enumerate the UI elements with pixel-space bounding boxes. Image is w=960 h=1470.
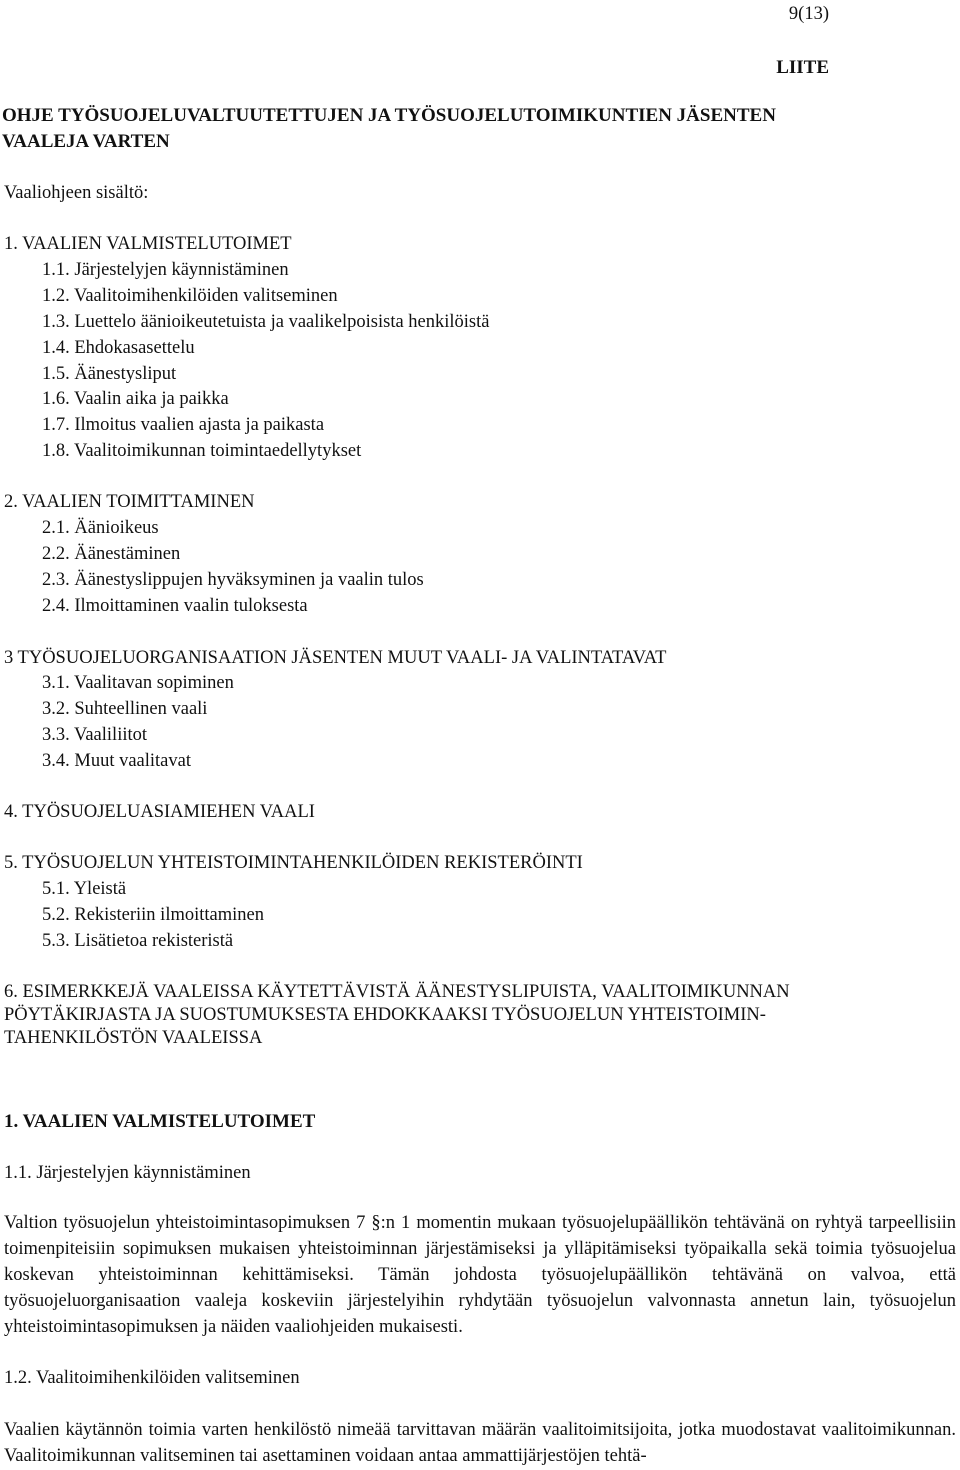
toc-item-1-4: 1.4. Ehdokasasettelu: [42, 338, 195, 358]
toc-item-2-4: 2.4. Ilmoittaminen vaalin tuloksesta: [42, 596, 308, 616]
toc-section-5: 5. TYÖSUOJELUN YHTEISTOIMINTAHENKILÖIDEN REKISTERÖINTI: [4, 853, 583, 873]
toc-item-1-1: 1.1. Järjestelyjen käynnistäminen: [42, 260, 289, 280]
page-number: 9(13): [788, 4, 829, 24]
toc-item-1-8: 1.8. Vaalitoimikunnan toimintaedellytykset: [42, 441, 362, 461]
toc-section-4: 4. TYÖSUOJELUASIAMIEHEN VAALI: [4, 802, 315, 822]
toc-item-3-2: 3.2. Suhteellinen vaali: [42, 699, 208, 719]
body-paragraph-1-1: Valtion työsuojelun yhteistoimintasopimuksen 7 §:n 1 momentin mukaan työsuojelupäällikön tehtävänä on ryhtyä tarpeellisiin toimenpiteisiin sopimuksen mukaisen yhteistoiminnan järjestämiseksi ja ylläpitämiseksi työpaikalla sekä toimia työsuojelua koskevan yhteistoiminnan kehittämiseksi. Tämän johdosta työsuojelupäällikön tehtävänä on valvoa, että työsuojeluorganisaation vaaleja koskeviin järjestelyihin ryhdytään työsuojelun valvonnasta annetun lain, työsuojelun yhteistoimintasopimuksen ja näiden vaaliohjeiden mukaisesti.: [4, 1213, 956, 1337]
toc-item-2-2: 2.2. Äänestäminen: [42, 544, 181, 564]
body-section-heading: 1. VAALIEN VALMISTELUTOIMET: [4, 1111, 316, 1132]
toc-item-2-3: 2.3. Äänestyslippujen hyväksyminen ja vaalin tulos: [42, 570, 424, 590]
body-subheading-1-1: 1.1. Järjestelyjen käynnistäminen: [4, 1163, 251, 1183]
toc-item-1-7: 1.7. Ilmoitus vaalien ajasta ja paikasta: [42, 415, 325, 435]
toc-item-3-3: 3.3. Vaaliliitot: [42, 725, 148, 745]
toc-heading: Vaaliohjeen sisältö:: [4, 183, 149, 203]
attachment-label: LIITE: [776, 57, 829, 78]
document-title: [2, 103, 952, 155]
toc-item-5-1: 5.1. Yleistä: [42, 879, 127, 899]
toc-item-2-1: 2.1. Äänioikeus: [42, 518, 159, 538]
body-paragraph-1-2: Vaalien käytännön toimia varten henkilöstö nimeää tarvittavan määrän vaalitoimitsijoita, jotka muodostavat vaalitoimikunnan. Vaalitoimikunnan valitseminen tai asettaminen voidaan antaa ammattijärjestöjen tehtä-: [4, 1420, 956, 1466]
toc-section-3: 3 TYÖSUOJELUORGANISAATION JÄSENTEN MUUT VAALI- JA VALINTATAVAT: [4, 648, 667, 668]
toc-item-5-2: 5.2. Rekisteriin ilmoittaminen: [42, 905, 264, 925]
toc-item-1-5: 1.5. Äänestysliput: [42, 364, 177, 384]
toc-item-1-2: 1.2. Vaalitoimihenkilöiden valitseminen: [42, 286, 338, 306]
toc-section-6-line3: TAHENKILÖSTÖN VAALEISSA: [4, 1028, 263, 1048]
toc-item-5-3: 5.3. Lisätietoa rekisteristä: [42, 931, 234, 951]
document-title-line1: OHJE TYÖSUOJELUVALTUUTETTUJEN JA TYÖSUOJELUTOIMIKUNTIEN JÄSENTEN: [2, 105, 776, 126]
body-subheading-1-2: 1.2. Vaalitoimihenkilöiden valitseminen: [4, 1368, 300, 1388]
toc-item-3-1: 3.1. Vaalitavan sopiminen: [42, 673, 234, 693]
toc-section-2: 2. VAALIEN TOIMITTAMINEN: [4, 492, 255, 512]
toc-section-1: 1. VAALIEN VALMISTELUTOIMET: [4, 234, 292, 254]
toc-item-3-4: 3.4. Muut vaalitavat: [42, 751, 191, 771]
toc-section-6-line1: 6. ESIMERKKEJÄ VAALEISSA KÄYTETTÄVISTÄ ÄÄNESTYSLIPUISTA, VAALITOIMIKUNNAN: [4, 982, 790, 1002]
toc-section-6-line2: PÖYTÄKIRJASTA JA SUOSTUMUKSESTA EHDOKKAAKSI TYÖSUOJELUN YHTEISTOIMIN-: [4, 1005, 766, 1025]
toc-item-1-3: 1.3. Luettelo äänioikeutetuista ja vaalikelpoisista henkilöistä: [42, 312, 490, 332]
toc-section-6: [4, 981, 956, 1050]
toc-item-1-6: 1.6. Vaalin aika ja paikka: [42, 389, 229, 409]
document-title-line2: VAALEJA VARTEN: [2, 131, 170, 152]
